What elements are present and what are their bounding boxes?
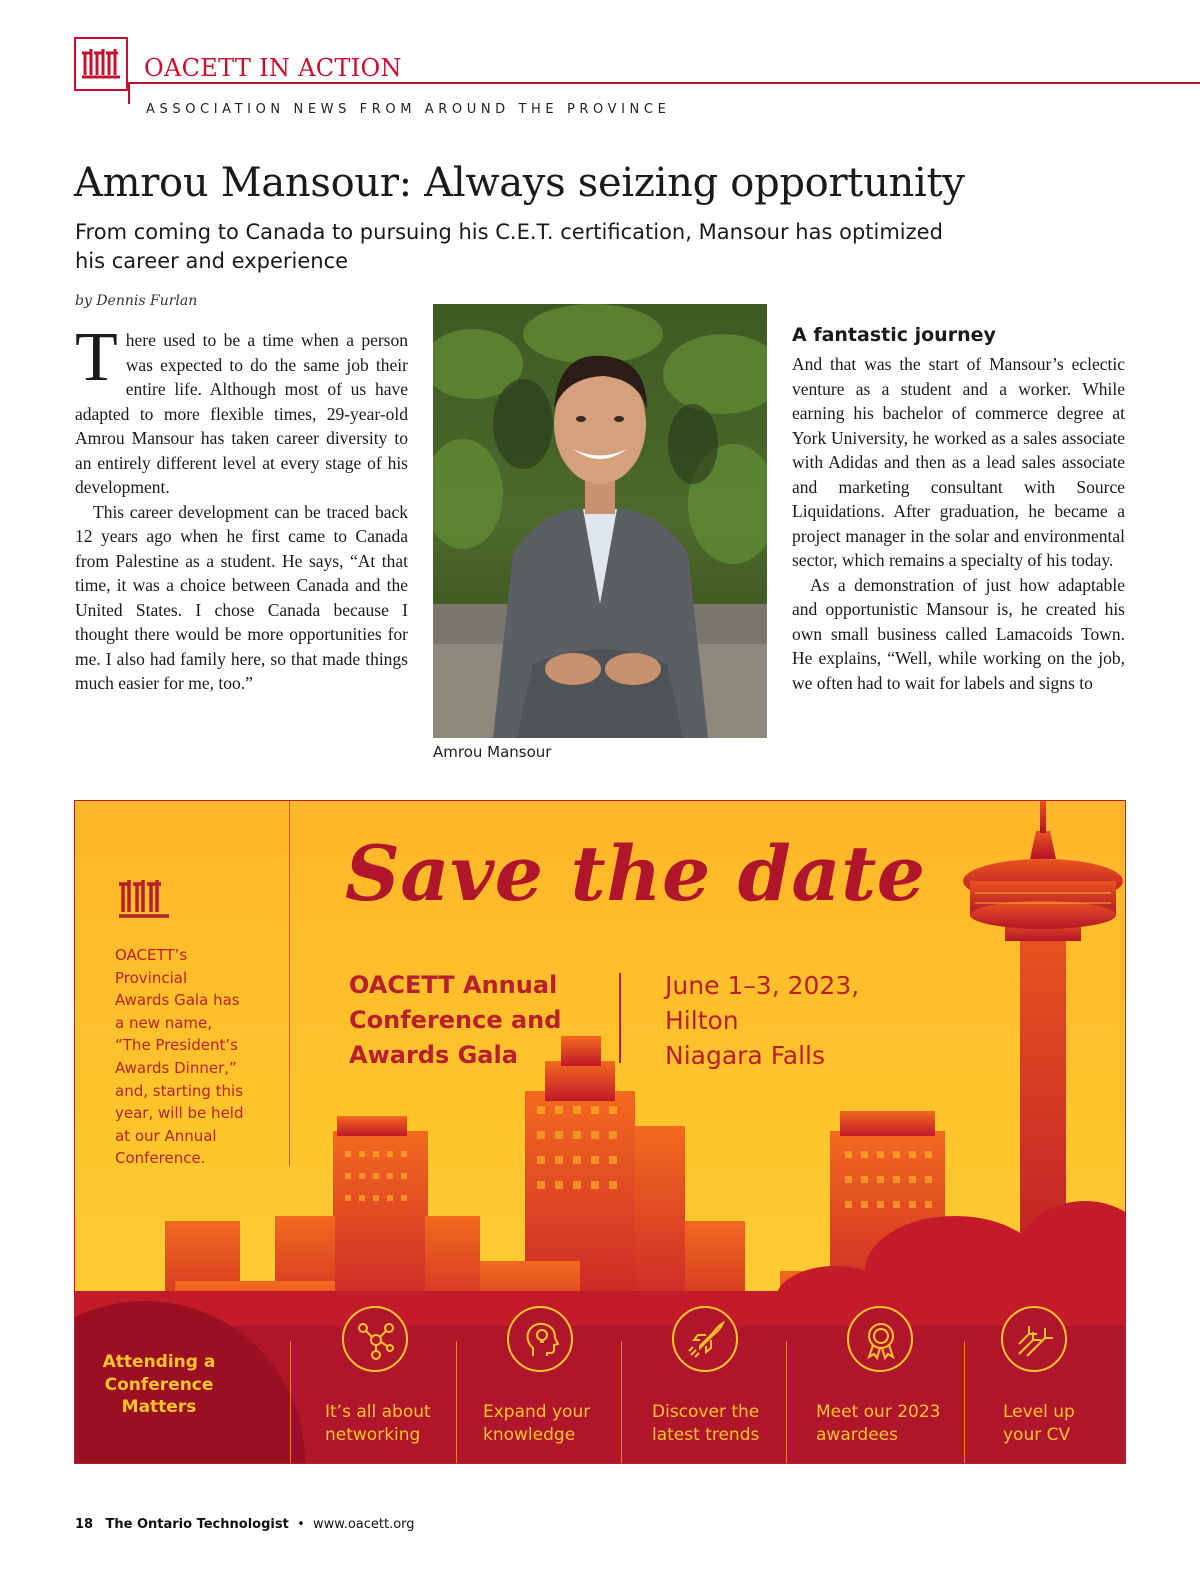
drop-cap: T (75, 319, 118, 396)
rocket-icon (672, 1306, 738, 1372)
date-line: Hilton (665, 1006, 739, 1035)
article-deck (75, 218, 995, 276)
side-line: Conference. (115, 1149, 206, 1168)
paragraph (75, 319, 408, 500)
header-vertical-rule (128, 84, 130, 104)
circle-line: Attending a (102, 1352, 216, 1372)
feature-line: Expand your (483, 1402, 591, 1422)
feature-separator (290, 1341, 291, 1464)
date-line: Niagara Falls (665, 1041, 826, 1070)
side-line: Provincial (115, 968, 188, 987)
paragraph: And that was the start of Mansour’s eclectic venture as a student and a worker. While earning his bachelor of commerce degree at York University, he worked as a sales associate with Adidas and then as a lead sales associate and marketing consultant with Source Liquidations. After graduation, he became a project manager in the solar and environmental sector, which remains a specialty of his today. (792, 354, 1125, 570)
deck-line: From coming to Canada to pursuing his C.E.T. certification, Mansour has optimized (75, 220, 943, 244)
byline: by Dennis Furlan (75, 293, 198, 309)
section-subtitle: ASSOCIATION NEWS FROM AROUND THE PROVINCE (146, 102, 671, 117)
feature-line: Discover the (652, 1402, 760, 1422)
award-badge-icon (847, 1306, 913, 1372)
publication-name: The Ontario Technologist (105, 1517, 289, 1532)
feature-cv (1003, 1401, 1126, 1447)
website-link[interactable]: www.oacett.org (313, 1517, 415, 1532)
article-column-1 (75, 319, 408, 696)
ad-headline: Save the date (345, 829, 926, 918)
feature-awardees (816, 1401, 976, 1447)
feature-knowledge (483, 1401, 643, 1447)
side-line: and, starting this (115, 1081, 244, 1100)
feature-line: networking (325, 1425, 421, 1445)
feature-trends (652, 1401, 812, 1447)
feature-line: It’s all about (325, 1402, 431, 1422)
arrows-up-icon (1001, 1306, 1067, 1372)
date-line: June 1–3, 2023, (665, 971, 860, 1000)
event-line: OACETT Annual (349, 971, 558, 999)
side-line: OACETT’s (115, 946, 188, 964)
paragraph-text: here used to be a time when a person was expected to do the same job their entire life. Although most of us have adapted to more flexible times, 29-year-old Amrou Mansour has taken career diversity to an entirely different level at every stage of his development. (75, 330, 408, 497)
feature-line: Level up (1003, 1402, 1075, 1422)
feature-line: knowledge (483, 1425, 576, 1445)
section-title: OACETT IN ACTION (144, 54, 402, 82)
page-number: 18 (75, 1517, 94, 1532)
article-headline: Amrou Mansour: Always seizing opportunity (74, 160, 965, 206)
network-icon (342, 1306, 408, 1372)
feature-networking (325, 1401, 485, 1447)
portrait-photo (433, 304, 767, 738)
feature-line: awardees (816, 1425, 898, 1445)
event-name (349, 968, 561, 1073)
feature-line: Meet our 2023 (816, 1402, 941, 1422)
side-line: Awards Dinner,” (115, 1058, 237, 1077)
ad-divider-vertical (289, 801, 290, 1166)
circle-line: Matters (121, 1397, 197, 1417)
event-line: Awards Gala (349, 1041, 518, 1069)
side-line: “The President’s (115, 1036, 238, 1055)
circle-heading (85, 1351, 233, 1419)
side-line: at our Annual (115, 1126, 217, 1145)
oacett-logo-icon (117, 876, 179, 926)
deck-line: his career and experience (75, 249, 349, 273)
head-lightbulb-icon (507, 1306, 573, 1372)
event-divider (619, 973, 621, 1063)
event-date-location (665, 968, 859, 1073)
paragraph: As a demonstration of just how adaptable and opportunistic Mansour is, he created his own small business called Lamacoids Town. He explains, “Well, while working on the job, we often had to wait for labels and signs to (792, 574, 1125, 693)
circle-line: Conference (104, 1374, 214, 1395)
feature-line: your CV (1003, 1425, 1071, 1445)
event-line: Conference and (349, 1006, 562, 1034)
ad-side-note (115, 944, 275, 1170)
paragraph: This career development can be traced back 12 years ago when he first came to Canada from Palestine as a student. He says, “At that time, it was a choice between Canada and the United States. I chose Canada because I thought there would be more opportunities for me. I also had family here, so that made things much easier for me, too.” (75, 501, 408, 693)
oacett-logo-icon (74, 37, 128, 91)
save-the-date-ad (74, 800, 1126, 1464)
side-line: Awards Gala has (115, 991, 240, 1010)
feature-line: latest trends (652, 1425, 760, 1445)
side-line: a new name, (115, 1013, 213, 1032)
side-line: year, will be held (115, 1104, 244, 1123)
section-subhead: A fantastic journey (792, 324, 996, 346)
article-column-3 (792, 352, 1125, 695)
photo-caption: Amrou Mansour (433, 743, 552, 761)
footer-separator: • (297, 1517, 305, 1532)
page-footer (75, 1517, 415, 1532)
header-rule (128, 82, 1200, 84)
